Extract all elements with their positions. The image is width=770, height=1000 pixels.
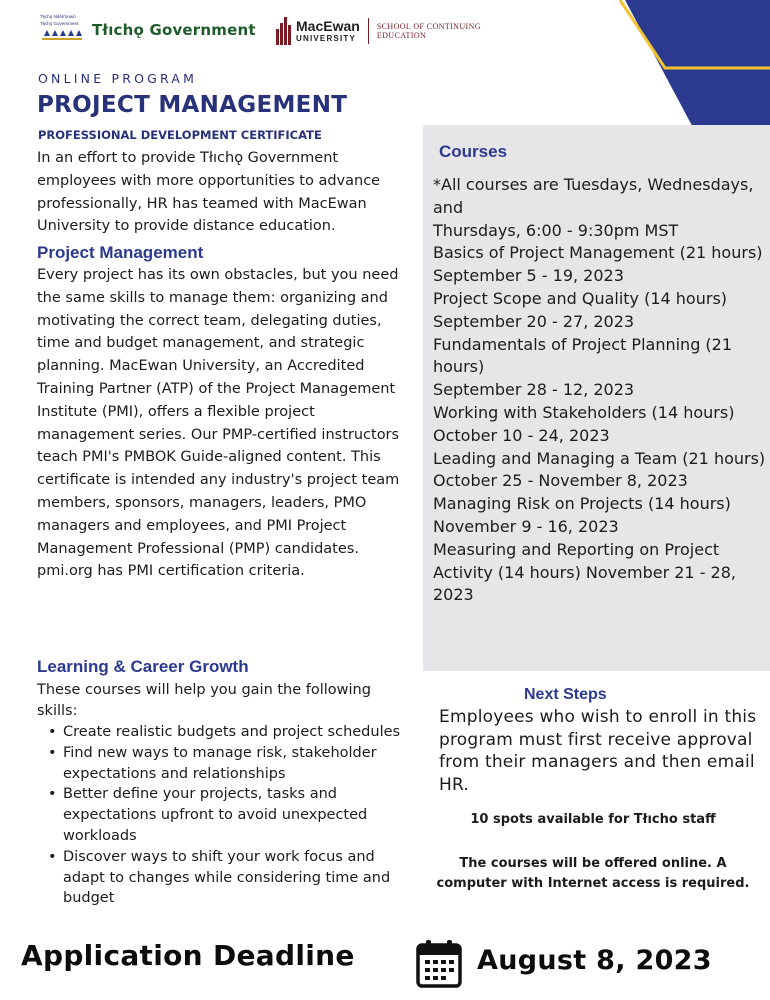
course-line: Thursdays, 6:00 - 9:30pm MST <box>433 220 679 240</box>
skills-list <box>48 722 410 909</box>
learning-intro: These courses will help you gain the following skills: <box>37 682 371 719</box>
course-line: October 10 - 24, 2023 <box>433 425 610 445</box>
course-line: *All courses are Tuesdays, Wednesdays, and <box>433 175 754 217</box>
courses-list <box>433 174 768 607</box>
tlicho-emblem-text-2: Tłı̨chǫ Government <box>40 21 79 26</box>
list-item: • Create realistic budgets and project schedules <box>48 722 410 743</box>
tlicho-government-name: Tłıchǫ Government <box>92 21 256 39</box>
course-line: Fundamentals of Project Planning (21 hours) <box>433 334 733 377</box>
project-management-body: Every project has its own obstacles, but you need the same skills to manage them: organizing and motivating the correct team, delegating duties, time and budget management, and strategic planning. MacEwan University, an Accredited Training Partner (ATP) of the Project Management Institute (PMI), offers a flexible project management series. Our PMP-certified instructors teach PMI's PMBOK Guide-aligned content. This certificate is intended any industry's project team members, sponsors, managers, leaders, PMO managers and employees, and PMI Project Management Professional (PMP) candidates. pmi.org has PMI certification criteria. <box>37 267 400 580</box>
list-item: • Discover ways to shift your work focus and adapt to changes while considering time and budget <box>48 847 410 909</box>
course-line: Managing Risk on Projects (14 hours) <box>433 494 731 514</box>
tlicho-emblem-text-1: Tłı̨chǫ Ndèk'òowò <box>40 14 76 19</box>
course-line: Working with Stakeholders (14 hours) <box>433 402 735 422</box>
next-steps-heading: Next Steps <box>524 686 607 703</box>
macewan-logo <box>276 14 481 48</box>
course-line: Measuring and Reporting on Project Activity (14 hours) November 21 - 28, 2023 <box>433 539 736 605</box>
courses-heading: Courses <box>439 142 508 161</box>
online-note: The courses will be offered online. A computer with Internet access is required. <box>436 856 750 891</box>
course-line: November 9 - 16, 2023 <box>433 516 619 536</box>
learning-heading: Learning & Career Growth <box>37 657 249 676</box>
macewan-mark-icon <box>276 17 292 45</box>
course-line: September 20 - 27, 2023 <box>433 311 635 331</box>
list-item: • Better define your projects, tasks and expectations upfront to avoid unexpected workloads <box>48 784 410 846</box>
course-line: Leading and Managing a Team (21 hours) <box>433 448 766 468</box>
list-item: • Find new ways to manage risk, stakeholder expectations and relationships <box>48 743 410 785</box>
school-line-1: SCHOOL OF CONTINUING <box>376 22 481 31</box>
application-deadline-date: August 8, 2023 <box>477 945 712 976</box>
online-program-label: ONLINE PROGRAM <box>38 71 198 86</box>
logo-divider <box>368 18 369 44</box>
course-line: Basics of Project Management (21 hours) <box>433 243 763 263</box>
calendar-icon <box>415 939 463 989</box>
project-management-heading: Project Management <box>37 243 204 262</box>
course-line: October 25 - November 8, 2023 <box>433 471 688 491</box>
page-subtitle: PROFESSIONAL DEVELOPMENT CERTIFICATE <box>38 128 322 142</box>
next-steps-body: Employees who wish to enroll in this program must first receive approval from their managers and then email HR. <box>439 707 757 795</box>
macewan-name: MacEwan <box>296 18 360 34</box>
macewan-university: UNIVERSITY <box>296 34 357 43</box>
tlicho-logo <box>40 10 256 50</box>
school-line-2: EDUCATION <box>376 31 427 40</box>
page-title: PROJECT MANAGEMENT <box>37 92 348 118</box>
course-line: September 5 - 19, 2023 <box>433 266 624 286</box>
intro-paragraph: In an effort to provide Tłıchǫ Government employees with more opportunities to advance professionally, HR has teamed with MacEwan University to provide distance education. <box>37 150 381 235</box>
course-line: September 28 - 12, 2023 <box>433 380 635 400</box>
spots-available: 10 spots available for Tłıcho staff <box>470 812 716 827</box>
tlicho-emblem-icon <box>40 12 84 48</box>
application-deadline-label: Application Deadline <box>21 939 355 972</box>
course-line: Project Scope and Quality (14 hours) <box>433 288 728 308</box>
